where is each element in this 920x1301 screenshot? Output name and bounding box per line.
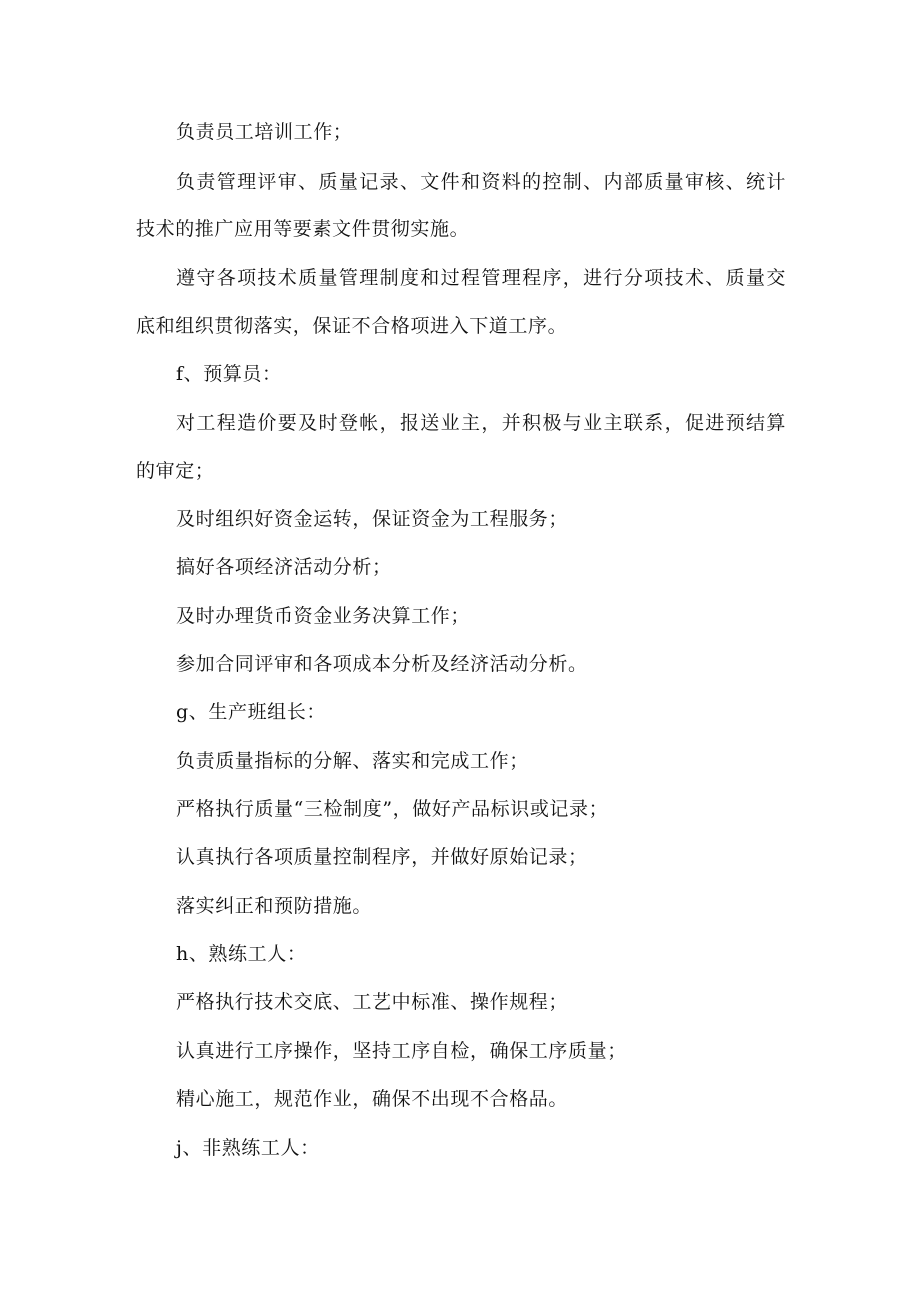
text-line: 及时办理货币资金业务决算工作； xyxy=(176,605,471,627)
text-line: 负责管理评审、质量记录、文件和资料的控制、内部质量审核、统计 xyxy=(176,171,786,193)
section-heading: g、生产班组长： xyxy=(176,701,326,723)
text-line: 负责质量指标的分解、落实和完成工作； xyxy=(176,750,529,772)
text-line: 的审定； xyxy=(136,460,215,482)
text-line: 底和组织贯彻落实，保证不合格项进入下道工序。 xyxy=(136,315,568,337)
text-line: 负责员工培训工作； xyxy=(176,121,353,143)
section-heading: j、非熟练工人： xyxy=(176,1137,320,1159)
text-line: 及时组织好资金运转，保证资金为工程服务； xyxy=(176,508,569,530)
text-line: 搞好各项经济活动分析； xyxy=(176,556,392,578)
text-line: 对工程造价要及时登帐，报送业主，并积极与业主联系，促进预结算 xyxy=(176,412,786,434)
text-line: 参加合同评审和各项成本分析及经济活动分析。 xyxy=(176,653,588,675)
text-line: 遵守各项技术质量管理制度和过程管理程序，进行分项技术、质量交 xyxy=(176,267,786,289)
text-line: 严格执行技术交底、工艺中标准、操作规程； xyxy=(176,991,569,1013)
section-heading: f、预算员： xyxy=(176,363,282,385)
text-line: 落实纠正和预防措施。 xyxy=(176,895,373,917)
text-line: 严格执行质量“三检制度”，做好产品标识或记录； xyxy=(176,798,609,820)
text-line: 精心施工，规范作业，确保不出现不合格品。 xyxy=(176,1088,569,1110)
section-heading: h、熟练工人： xyxy=(176,943,307,965)
text-line: 认真进行工序操作，坚持工序自检，确保工序质量； xyxy=(176,1040,627,1062)
text-line: 认真执行各项质量控制程序，并做好原始记录； xyxy=(176,846,588,868)
text-line: 技术的推广应用等要素文件贯彻实施。 xyxy=(136,218,470,240)
